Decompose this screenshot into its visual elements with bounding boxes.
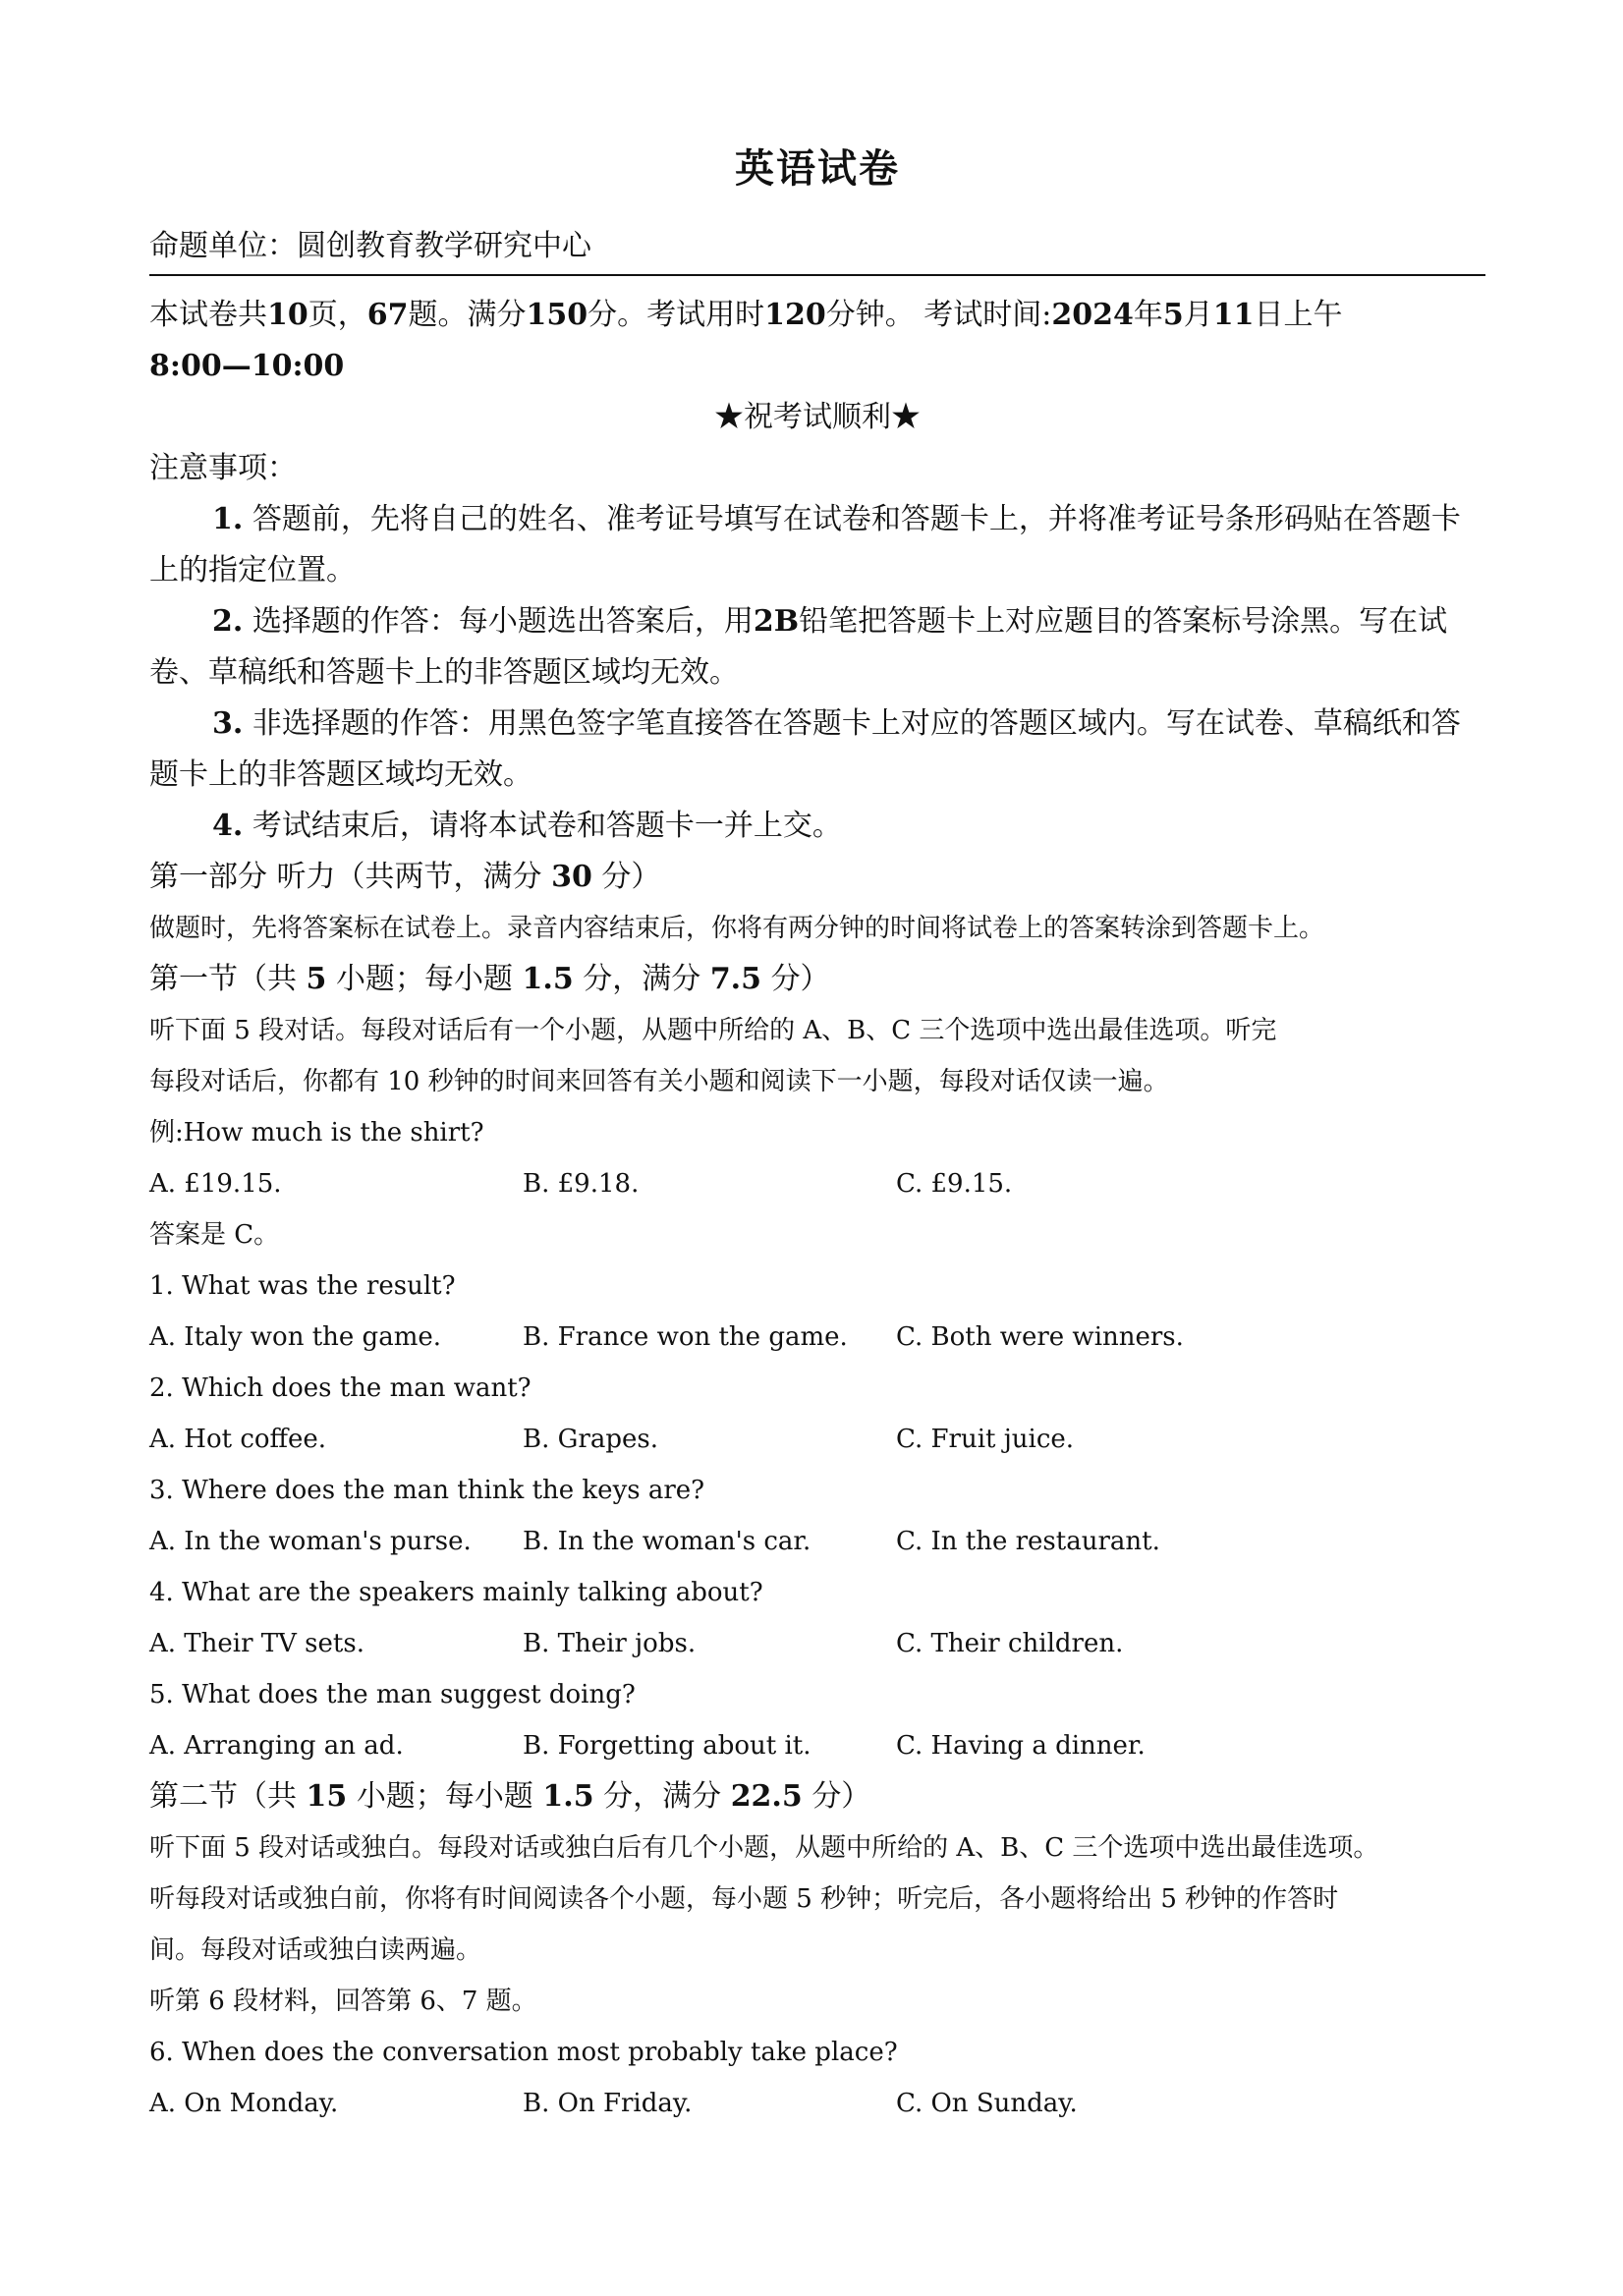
section2-instruction-line3: 间。每段对话或独白读两遍。 [149, 1935, 482, 1965]
option-a: A. Their TV sets. [149, 1629, 364, 1658]
note-item-2: 2. 选择题的作答：每小题选出答案后，用2B铅笔把答题卡上对应题目的答案标号涂黑。写在试卷、草稿纸和答题卡上的非答题区域均无效。 [149, 604, 1448, 690]
option-a: A. Hot coffee. [149, 1425, 327, 1454]
option-a: A. Italy won the game. [149, 1322, 442, 1352]
example-question: 例:How much is the shirt? [149, 1118, 484, 1148]
option-c: C. Their children. [896, 1629, 1124, 1658]
option-a: A. Arranging an ad. [149, 1731, 404, 1761]
note-item-4: 4. 考试结束后，请将本试卷和答题卡一并上交。 [212, 809, 842, 843]
notes-heading: 注意事项： [149, 451, 297, 485]
part1-heading: 第一部分 听力（共两节，满分 30 分） [149, 860, 661, 894]
question-1: 1. What was the result? [149, 1271, 456, 1301]
page-title: 英语试卷 [735, 145, 900, 192]
question-4-options [149, 1618, 1485, 1669]
example-options [149, 1158, 1485, 1209]
option-a: A. £19.15. [149, 1169, 282, 1199]
option-b: B. France won the game. [523, 1322, 848, 1352]
option-b: B. In the woman's car. [523, 1527, 812, 1556]
option-b: B. On Friday. [523, 2089, 693, 2118]
option-b: B. Forgetting about it. [523, 1731, 812, 1761]
question-1-options [149, 1312, 1485, 1363]
option-b: B. £9.18. [523, 1169, 640, 1199]
good-luck-banner: ★祝考试顺利★ [714, 400, 921, 434]
option-b: B. Grapes. [523, 1425, 658, 1454]
exam-page [149, 138, 1485, 2129]
question-3: 3. Where does the man think the keys are? [149, 1476, 705, 1505]
question-6-options [149, 2078, 1485, 2129]
section1-heading: 第一节（共 5 小题；每小题 1.5 分，满分 7.5 分） [149, 962, 830, 996]
option-b: B. Their jobs. [523, 1629, 697, 1658]
question-5: 5. What does the man suggest doing? [149, 1680, 636, 1709]
question-2: 2. Which does the man want? [149, 1373, 532, 1403]
section2-heading: 第二节（共 15 小题；每小题 1.5 分，满分 22.5 分） [149, 1779, 871, 1814]
section1-instruction-line2: 每段对话后，你都有 10 秒钟的时间来回答有关小题和阅读下一小题，每段对话仅读一遍。 [149, 1067, 1169, 1096]
exam-info: 本试卷共10页，67题。满分150分。考试用时120分钟。 考试时间:2024年5月11日上午 8:00—10:00 [149, 298, 1343, 383]
option-c: C. In the restaurant. [896, 1527, 1160, 1556]
option-c: C. On Sunday. [896, 2089, 1078, 2118]
option-a: A. In the woman's purse. [149, 1527, 472, 1556]
question-3-options [149, 1516, 1485, 1567]
section2-instruction-line1: 听下面 5 段对话或独白。每段对话或独白后有几个小题，从题中所给的 A、B、C 三个选项中选出最佳选项。 [149, 1833, 1379, 1863]
option-c: C. Both were winners. [896, 1322, 1184, 1352]
option-a: A. On Monday. [149, 2089, 339, 2118]
question-4: 4. What are the speakers mainly talking about? [149, 1578, 763, 1607]
material-6-instruction: 听第 6 段材料，回答第 6、7 题。 [149, 1987, 537, 2016]
note-item-1: 1. 答题前，先将自己的姓名、准考证号填写在试卷和答题卡上，并将准考证号条形码贴在答题卡上的指定位置。 [149, 502, 1461, 588]
question-6: 6. When does the conversation most probably take place? [149, 2038, 898, 2067]
option-c: C. Having a dinner. [896, 1731, 1146, 1761]
note-item-3: 3. 非选择题的作答：用黑色签字笔直接答在答题卡上对应的答题区域内。写在试卷、草稿纸和答题卡上的非答题区域均无效。 [149, 706, 1461, 792]
example-answer: 答案是 C。 [149, 1220, 280, 1250]
question-5-options [149, 1720, 1485, 1771]
setter-unit: 命题单位：圆创教育教学研究中心 [149, 229, 591, 263]
section1-instruction-line1: 听下面 5 段对话。每段对话后有一个小题，从题中所给的 A、B、C 三个选项中选出最佳选项。听完 [149, 1016, 1277, 1045]
option-c: C. Fruit juice. [896, 1425, 1075, 1454]
header-divider [149, 274, 1485, 276]
section2-instruction-line2: 听每段对话或独白前，你将有时间阅读各个小题，每小题 5 秒钟；听完后，各小题将给出 5 秒钟的作答时 [149, 1884, 1339, 1914]
question-2-options [149, 1414, 1485, 1465]
part1-instruction: 做题时，先将答案标在试卷上。录音内容结束后，你将有两分钟的时间将试卷上的答案转涂到答题卡上。 [149, 914, 1325, 943]
option-c: C. £9.15. [896, 1169, 1013, 1199]
